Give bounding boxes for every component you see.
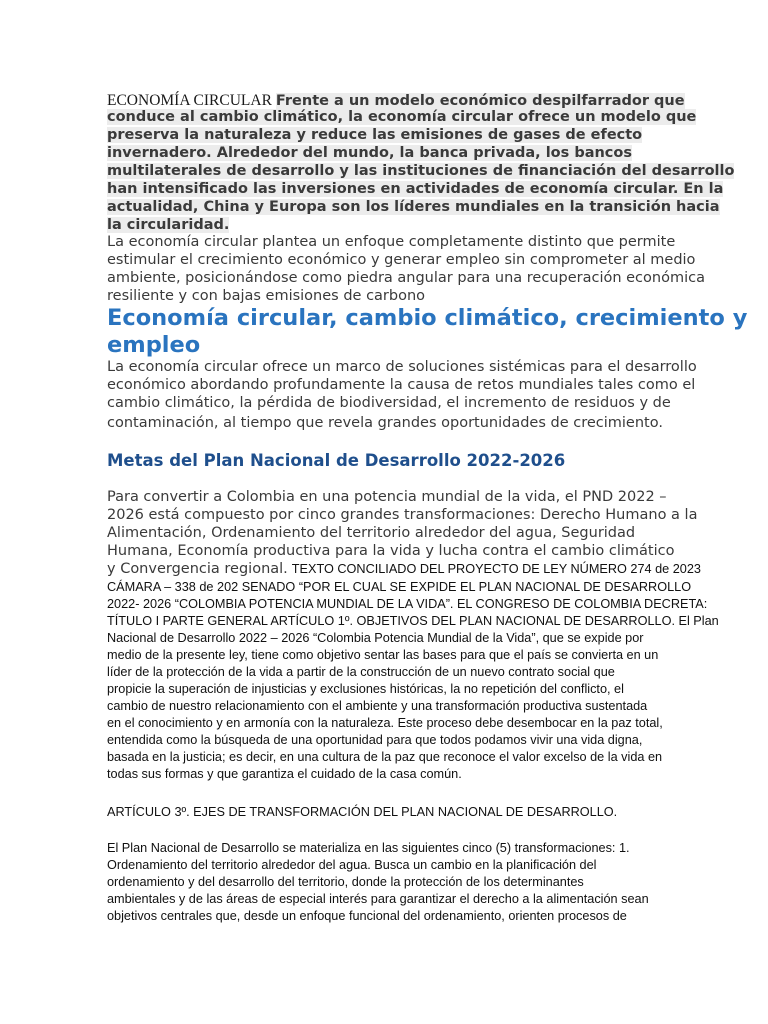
article3-line: El Plan Nacional de Desarrollo se materializa en las siguientes cinco (5) transformaciones: 1.	[107, 841, 630, 855]
section-heading-line-1: Economía circular, cambio climático, crecimiento y	[107, 305, 748, 331]
article1-line: basada en la justicia; es decir, en una cultura de la paz que reconoce el valor excelso de la vida en	[107, 750, 663, 764]
paragraph3-line-mixed	[107, 560, 701, 578]
paragraph1-line: La economía circular plantea un enfoque completamente distinto que permite	[107, 234, 676, 250]
article1-first-line: TEXTO CONCILIADO DEL PROYECTO DE LEY NÚMERO 274 de 2023	[291, 562, 701, 576]
article1-line: en el conocimiento y en armonía con la naturaleza. Este proceso debe desembocar en la paz total,	[107, 716, 663, 730]
article1-line: todas sus formas y que garantiza el cuidado de la casa común.	[107, 767, 462, 781]
paragraph2-line: La economía circular ofrece un marco de soluciones sistémicas para el desarrollo	[107, 359, 697, 375]
paragraph2-line: económico abordando profundamente la causa de retos mundiales tales como el	[107, 377, 696, 393]
intro-highlight-3: invernadero. Alrededor del mundo, la banca privada, los bancos	[107, 145, 632, 161]
intro-highlight-6: actualidad, China y Europa son los líderes mundiales en la transición hacia	[107, 199, 720, 215]
article3-line: ambientales y de las áreas de especial interés para garantizar el derecho a la alimentación sean	[107, 892, 649, 906]
article3-line: ordenamiento y del desarrollo del territorio, donde la protección de los determinantes	[107, 875, 584, 889]
article1-line: Nacional de Desarrollo 2022 – 2026 “Colombia Potencia Mundial de la Vida”, que se expide por	[107, 631, 644, 645]
paragraph2-line: contaminación, al tiempo que revela grandes oportunidades de crecimiento.	[107, 415, 663, 431]
article1-line: líder de la protección de la vida a partir de la construcción de un nuevo contrato social que	[107, 665, 615, 679]
paragraph3-line: Para convertir a Colombia en una potencia mundial de la vida, el PND 2022 –	[107, 489, 667, 505]
paragraph3-line: 2026 está compuesto por cinco grandes transformaciones: Derecho Humano a la	[107, 507, 698, 523]
intro-highlight-4: multilaterales de desarrollo y las instituciones de financiación del desarrollo	[107, 163, 735, 179]
article3-line: objetivos centrales que, desde un enfoque funcional del ordenamiento, orienten procesos de	[107, 909, 627, 923]
article1-line: CÁMARA – 338 de 202 SENADO “POR EL CUAL SE EXPIDE EL PLAN NACIONAL DE DESARROLLO	[107, 580, 692, 594]
intro-line-0	[107, 92, 685, 110]
section-heading-line-2: empleo	[107, 332, 201, 358]
article3-title: ARTÍCULO 3º. EJES DE TRANSFORMACIÓN DEL PLAN NACIONAL DE DESARROLLO.	[107, 805, 618, 819]
article1-line: 2022- 2026 “COLOMBIA POTENCIA MUNDIAL DE LA VIDA”. EL CONGRESO DE COLOMBIA DECRETA:	[107, 597, 708, 611]
paragraph1-line: ambiente, posicionándose como piedra angular para una recuperación económica	[107, 270, 705, 286]
article1-line: entendida como la búsqueda de una oportunidad para que todos podamos vivir una vida digna,	[107, 733, 643, 747]
paragraph2-line: cambio climático, la pérdida de biodiversidad, el incremento de residuos y de	[107, 395, 671, 411]
intro-label: ECONOMÍA CIRCULAR	[107, 92, 272, 109]
paragraph3-line: Humana, Economía productiva para la vida y lucha contra el cambio climático	[107, 543, 675, 559]
article1-line: propicie la superación de injusticias y exclusiones históricas, la no repetición del conflicto, el	[107, 682, 624, 696]
article1-line: TÍTULO I PARTE GENERAL ARTÍCULO 1º. OBJETIVOS DEL PLAN NACIONAL DE DESARROLLO. El Plan	[107, 614, 719, 628]
article3-line: Ordenamiento del territorio alrededor del agua. Busca un cambio en la planificación del	[107, 858, 597, 872]
intro-highlight-5: han intensificado las inversiones en actividades de economía circular. En la	[107, 181, 724, 197]
intro-highlight-1: conduce al cambio climático, la economía circular ofrece un modelo que	[107, 109, 697, 125]
intro-highlight-7: la circularidad.	[107, 217, 230, 233]
paragraph3-line: Alimentación, Ordenamiento del territorio alrededor del agua, Seguridad	[107, 525, 636, 541]
article1-line: medio de la presente ley, tiene como objetivo sentar las bases para que el país se convierta en un	[107, 648, 659, 662]
paragraph1-line: resiliente y con bajas emisiones de carbono	[107, 288, 426, 304]
article1-line: cambio de nuestro relacionamiento con el ambiente y una transformación productiva sustentada	[107, 699, 648, 713]
paragraph3-tail: y Convergencia regional.	[107, 561, 288, 577]
intro-highlight-2: preserva la naturaleza y reduce las emisiones de gases de efecto	[107, 127, 643, 143]
paragraph1-line: estimular el crecimiento económico y generar empleo sin comprometer al medio	[107, 252, 696, 268]
intro-highlight-0: Frente a un modelo económico despilfarrador que	[275, 93, 685, 109]
subsection-heading: Metas del Plan Nacional de Desarrollo 2022-2026	[107, 451, 566, 470]
